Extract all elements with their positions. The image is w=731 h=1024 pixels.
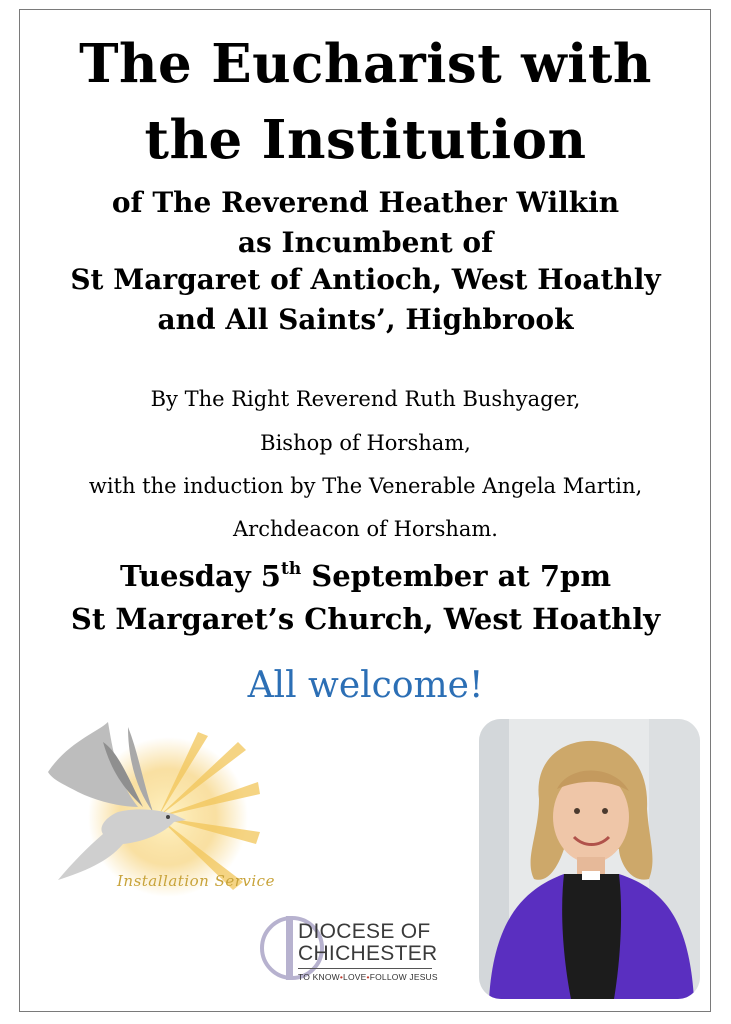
diocese-logo <box>254 908 454 988</box>
tagline-know: TO KNOW <box>298 972 340 982</box>
diocese-tagline: TO KNOW•LOVE•FOLLOW JESUS <box>298 972 438 982</box>
welcome-text: All welcome! <box>247 665 484 706</box>
event-date-day: Tuesday 5 <box>119 559 281 593</box>
subtitle-line-4: and All Saints’, Highbrook <box>157 303 574 336</box>
subtitle-line-1: of The Reverend Heather Wilkin <box>111 186 620 219</box>
diocese-logo-line-1: DIOCESE OF <box>298 920 431 943</box>
event-date-ordinal: th <box>280 559 302 579</box>
clergy-line-1: By The Right Reverend Ruth Bushyager, <box>150 387 581 411</box>
clergy-line-2: Bishop of Horsham, <box>260 431 471 455</box>
clergy-line-4: Archdeacon of Horsham. <box>233 517 498 541</box>
event-date-rest: September at 7pm <box>301 559 612 593</box>
tagline-follow: FOLLOW JESUS <box>369 972 438 982</box>
logo-divider <box>298 968 432 969</box>
subtitle-line-2: as Incumbent of <box>237 226 494 259</box>
tagline-love: LOVE <box>343 972 367 982</box>
diocese-logo-line-2: CHICHESTER <box>298 942 438 965</box>
event-venue: St Margaret’s Church, West Hoathly <box>70 602 661 636</box>
title-line-2: the Institution <box>144 109 587 171</box>
portrait-photo <box>479 719 700 999</box>
title-line-1: The Eucharist with <box>79 33 652 95</box>
clergy-line-3: with the induction by The Venerable Angela Martin, <box>88 474 643 498</box>
event-date <box>0 557 731 595</box>
subtitle-line-3: St Margaret of Antioch, West Hoathly <box>70 263 661 296</box>
installation-caption: Installation Service <box>117 872 275 890</box>
